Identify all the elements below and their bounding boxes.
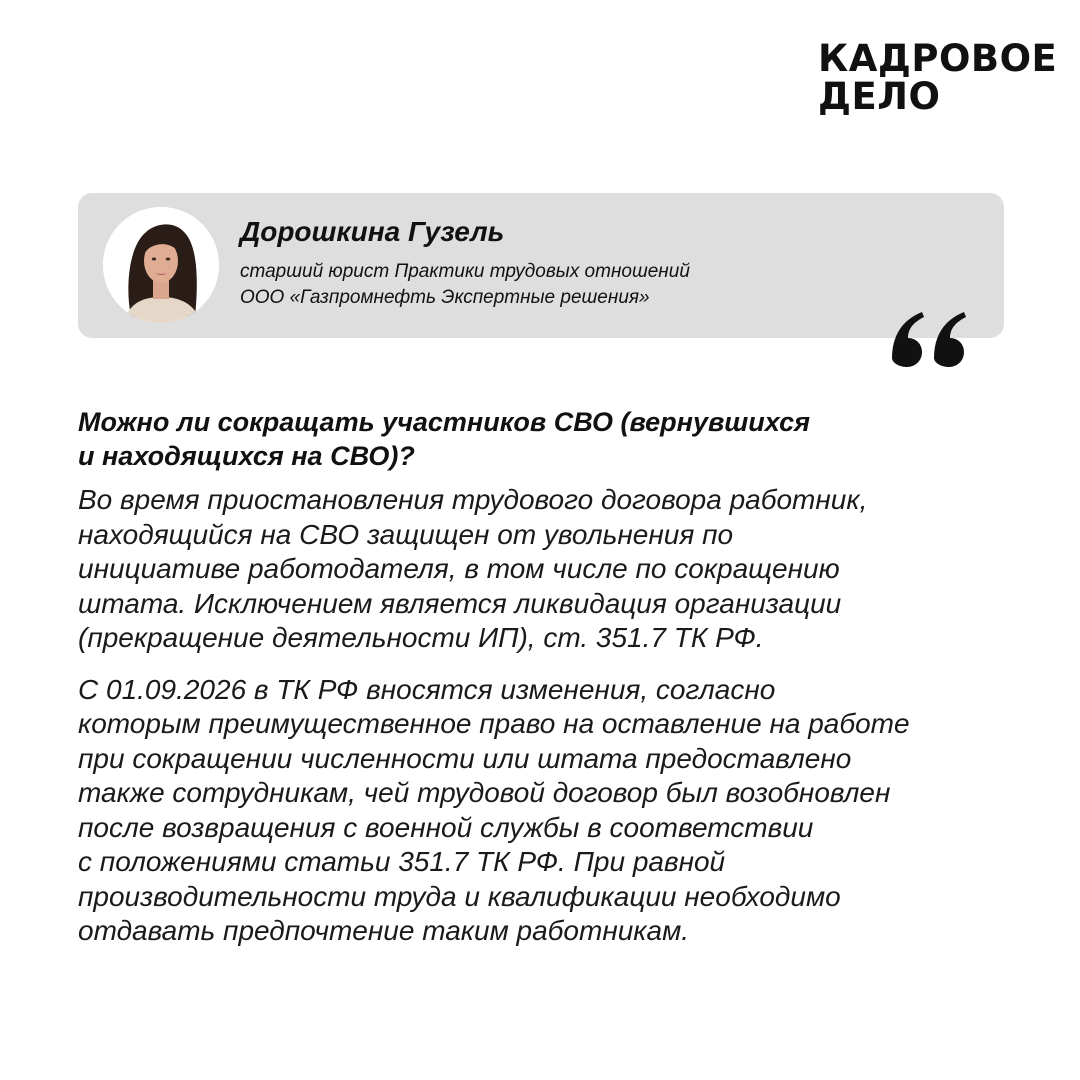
brand-logo <box>818 37 1058 118</box>
brand-logo-line1: КАДРОВОЕ <box>818 37 1058 80</box>
paragraph-line: инициативе работодателя, в том числе по сокращению <box>78 553 840 584</box>
paragraph-line: с положениями статьи 351.7 ТК РФ. При равной <box>78 846 726 877</box>
paragraph-line: штата. Исключением является ликвидация организации <box>78 587 842 619</box>
article-content <box>78 405 1038 966</box>
paragraph-line: отдавать предпочтение таким работникам. <box>78 915 690 946</box>
paragraph-line: производительности труда и квалификации необходимо <box>78 880 841 912</box>
paragraph-line: (прекращение деятельности ИП), ст. 351.7 ТК РФ. <box>78 622 764 653</box>
author-name: Дорошкина Гузель <box>240 216 505 247</box>
paragraph-line: также сотрудникам, чей трудовой договор был возобновлен <box>78 777 891 808</box>
paragraph-line: находящийся на СВО защищен от увольнения по <box>78 518 734 550</box>
paragraph-line: Во время приостановления трудового договора работник, <box>78 484 868 515</box>
brand-logo-line2: ДЕЛО <box>818 75 941 118</box>
article-question <box>78 405 1038 473</box>
question-line: Можно ли сокращать участников СВО (вернувшихся <box>78 407 811 437</box>
author-role: старший юрист Практики трудовых отношений <box>240 261 690 282</box>
avatar <box>103 207 219 323</box>
paragraph-line: при сокращении численности или штата предоставлено <box>78 742 852 774</box>
article-paragraph-2 <box>78 673 1038 949</box>
article-paragraph-1 <box>78 483 1038 656</box>
paragraph-line: после возвращения с военной службы в соответствии <box>78 811 814 843</box>
question-line: и находящихся на СВО)? <box>78 441 415 471</box>
quote-mark-icon <box>888 306 972 370</box>
paragraph-line: которым преимущественное право на оставление на работе <box>78 708 910 739</box>
author-company: ООО «Газпромнефть Экспертные решения» <box>240 287 650 308</box>
paragraph-line: С 01.09.2026 в ТК РФ вносятся изменения, согласно <box>78 673 776 705</box>
person-photo-icon <box>103 207 219 323</box>
author-card <box>78 193 1004 338</box>
